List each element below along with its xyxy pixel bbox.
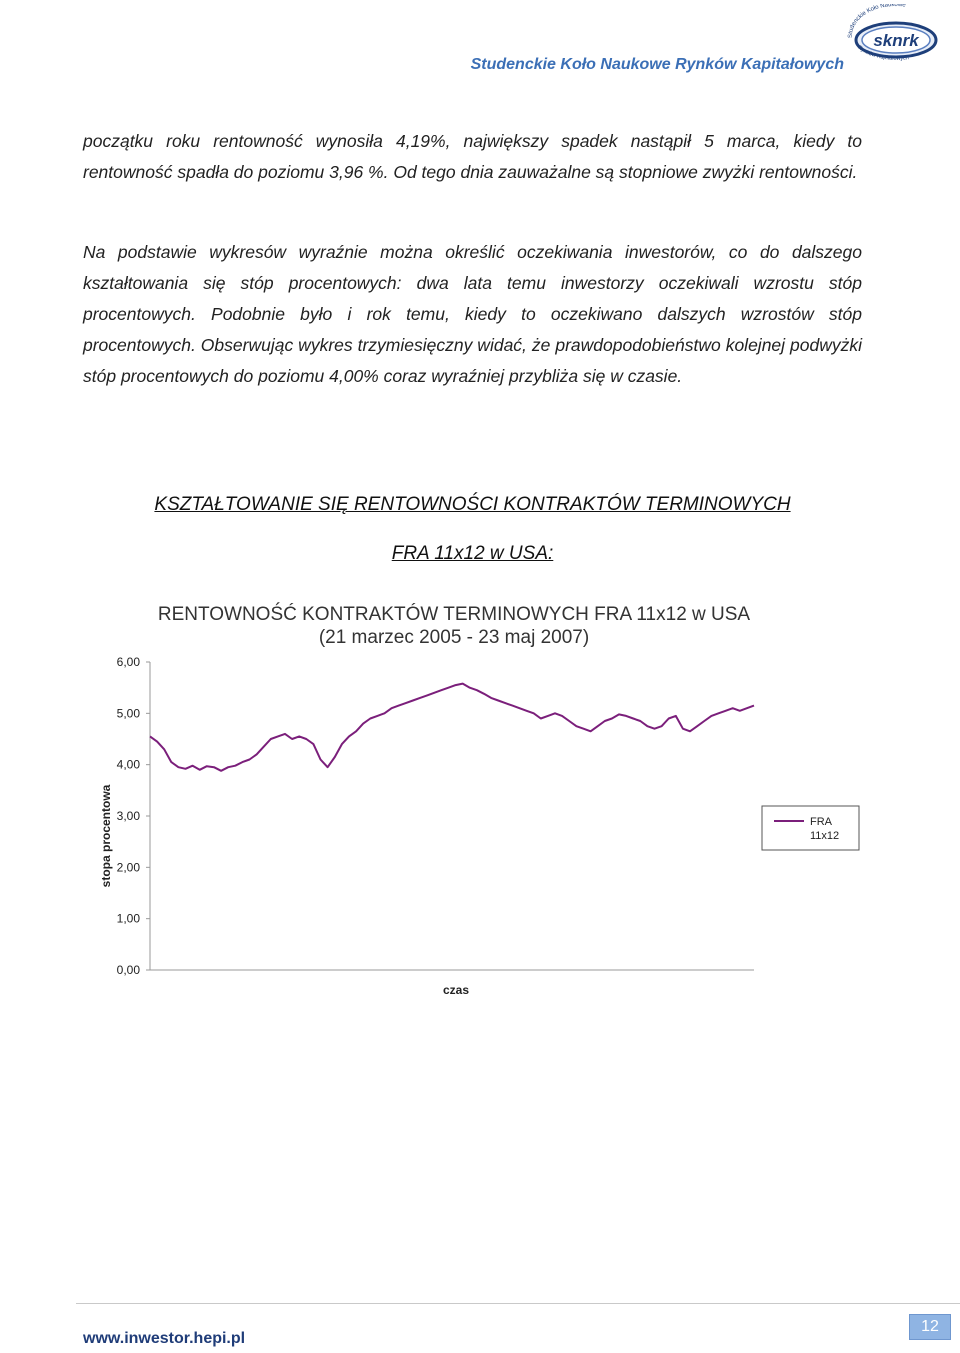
y-tick-label: 3,00 xyxy=(116,809,140,823)
x-axis-label: czas xyxy=(442,983,470,997)
svg-text:Studenckie Koło Naukowe: Studenckie Koło Naukowe xyxy=(847,4,906,39)
section-title-line2: FRA 11x12 w USA: xyxy=(391,543,554,564)
y-tick-label: 2,00 xyxy=(116,860,140,875)
y-tick-label: 5,00 xyxy=(116,706,140,721)
chart-subtitle: (21 marzec 2005 - 23 maj 2007) xyxy=(318,627,590,648)
footer-divider xyxy=(76,1303,960,1304)
y-tick-label: 1,00 xyxy=(116,911,140,926)
y-axis-label: stopa procentowa xyxy=(99,784,113,888)
svg-text:sknrk: sknrk xyxy=(873,31,919,50)
footer-url[interactable]: www.inwestor.hepi.pl xyxy=(83,1330,246,1347)
page-number: 12 xyxy=(909,1314,951,1340)
section-title-line1: KSZTAŁTOWANIE SIĘ RENTOWNOŚCI KONTRAKTÓW TERMINOWYCH xyxy=(154,494,791,515)
chart-title: RENTOWNOŚĆ KONTRAKTÓW TERMINOWYCH FRA 11x12 w USA xyxy=(157,604,751,625)
paragraph-2: Na podstawie wykresów wyraźnie można określić oczekiwania inwestorów, co do dalszego kształtowania się stóp procentowych: dwa lata temu inwestorzy oczekiwali wzrostu stóp procentowych. Podobnie było i rok temu, kiedy to oczekiwano dalszych wzrostów stóp procentowych. Obserwując wykres trzymiesięczny widać, że prawdopodobieństwo kolejnej podwyżki stóp procentowych do poziomu 4,00% coraz wyraźniej przybliża się w czasie. xyxy=(83,242,862,386)
y-tick-label: 6,00 xyxy=(116,655,140,669)
legend-label: FRA 11x12 xyxy=(810,816,840,842)
chart-legend xyxy=(762,806,859,850)
header-title: Studenckie Koło Naukowe Rynków Kapitałowych xyxy=(470,56,844,73)
sknrk-logo xyxy=(844,4,944,66)
y-tick-label: 4,00 xyxy=(116,757,140,772)
y-tick-label: 0,00 xyxy=(116,963,140,977)
paragraph-1: początku roku rentowność wynosiła 4,19%, największy spadek nastąpił 5 marca, kiedy to rentowność spadła do poziomu 3,96 %. Od tego dnia zauważalne są stopniowe zwyżki rentowności. xyxy=(83,131,862,182)
series-line-fra-11x12 xyxy=(150,684,754,771)
svg-text:Rynków Kapitałowych: Rynków Kapitałowych xyxy=(856,44,910,62)
fra-chart xyxy=(90,596,870,1006)
